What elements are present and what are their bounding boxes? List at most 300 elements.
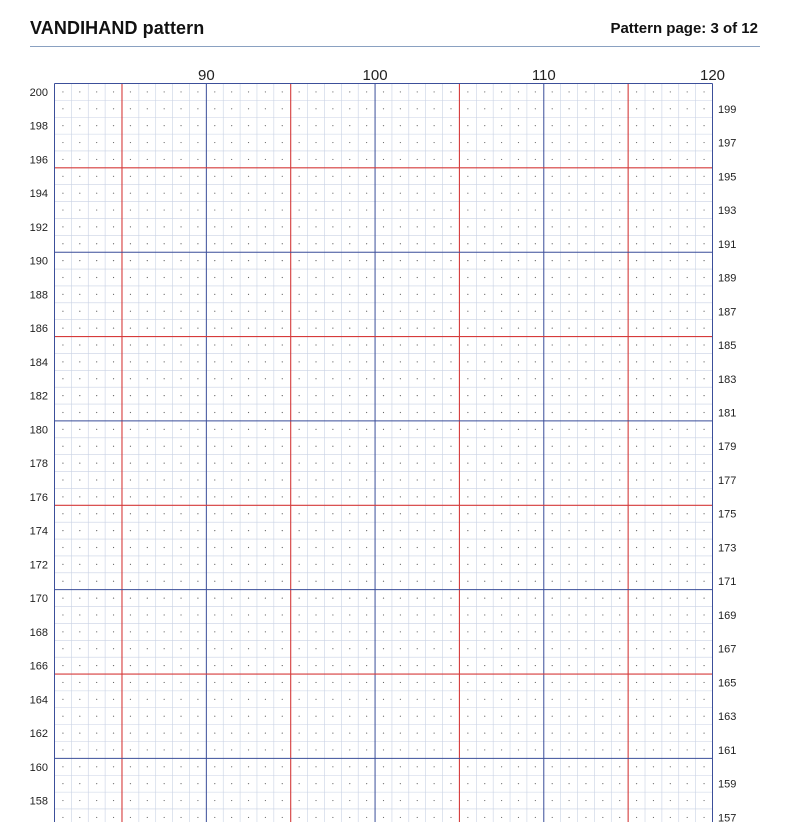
empty-cell-dot [383,159,384,160]
empty-cell-dot [315,597,316,598]
empty-cell-dot [568,530,569,531]
empty-cell-dot [366,648,367,649]
empty-cell-dot [231,446,232,447]
empty-cell-dot [299,530,300,531]
empty-cell-dot [96,513,97,514]
empty-cell-dot [62,361,63,362]
empty-cell-dot [332,176,333,177]
empty-cell-dot [130,294,131,295]
empty-cell-dot [164,328,165,329]
empty-cell-dot [501,614,502,615]
empty-cell-dot [602,547,603,548]
empty-cell-dot [147,176,148,177]
empty-cell-dot [450,614,451,615]
empty-cell-dot [434,716,435,717]
empty-cell-dot [602,665,603,666]
empty-cell-dot [349,429,350,430]
empty-cell-dot [653,159,654,160]
empty-cell-dot [113,800,114,801]
empty-cell-dot [113,699,114,700]
empty-cell-dot [180,91,181,92]
empty-cell-dot [164,378,165,379]
empty-cell-dot [214,91,215,92]
empty-cell-dot [552,479,553,480]
empty-cell-dot [501,243,502,244]
empty-cell-dot [113,446,114,447]
empty-cell-dot [299,631,300,632]
empty-cell-dot [484,817,485,818]
empty-cell-dot [417,547,418,548]
empty-cell-dot [585,783,586,784]
empty-cell-dot [417,463,418,464]
empty-cell-dot [197,91,198,92]
empty-cell-dot [332,547,333,548]
empty-cell-dot [197,766,198,767]
empty-cell-dot [552,513,553,514]
empty-cell-dot [687,344,688,345]
empty-cell-dot [484,378,485,379]
empty-cell-dot [417,159,418,160]
row-label-right: 187 [718,306,737,319]
empty-cell-dot [602,294,603,295]
empty-cell-dot [400,463,401,464]
empty-cell-dot [349,142,350,143]
empty-cell-dot [248,311,249,312]
empty-cell-dot [147,463,148,464]
empty-cell-dot [147,513,148,514]
empty-cell-dot [214,479,215,480]
empty-cell-dot [552,631,553,632]
empty-cell-dot [282,614,283,615]
empty-cell-dot [602,446,603,447]
empty-cell-dot [585,226,586,227]
empty-cell-dot [349,496,350,497]
empty-cell-dot [501,260,502,261]
empty-cell-dot [214,108,215,109]
empty-cell-dot [552,749,553,750]
empty-cell-dot [265,564,266,565]
empty-cell-dot [265,783,266,784]
empty-cell-dot [518,395,519,396]
empty-cell-dot [332,463,333,464]
empty-cell-dot [130,125,131,126]
empty-cell-dot [79,597,80,598]
empty-cell-dot [653,648,654,649]
empty-cell-dot [315,648,316,649]
empty-cell-dot [687,749,688,750]
empty-cell-dot [62,463,63,464]
empty-cell-dot [687,176,688,177]
empty-cell-dot [147,614,148,615]
empty-cell-dot [450,344,451,345]
empty-cell-dot [434,817,435,818]
row-label-left: 162 [29,728,48,741]
empty-cell-dot [417,395,418,396]
empty-cell-dot [282,277,283,278]
empty-cell-dot [703,412,704,413]
empty-cell-dot [62,125,63,126]
empty-cell-dot [653,294,654,295]
empty-cell-dot [180,716,181,717]
empty-cell-dot [687,783,688,784]
empty-cell-dot [501,530,502,531]
empty-cell-dot [231,395,232,396]
empty-cell-dot [400,260,401,261]
empty-cell-dot [518,193,519,194]
empty-cell-dot [62,614,63,615]
empty-cell-dot [535,294,536,295]
empty-cell-dot [703,648,704,649]
empty-cell-dot [484,665,485,666]
empty-cell-dot [619,412,620,413]
empty-cell-dot [703,209,704,210]
empty-cell-dot [653,783,654,784]
empty-cell-dot [315,800,316,801]
empty-cell-dot [147,530,148,531]
empty-cell-dot [653,530,654,531]
empty-cell-dot [501,446,502,447]
empty-cell-dot [147,142,148,143]
empty-cell-dot [62,395,63,396]
empty-cell-dot [585,193,586,194]
empty-cell-dot [619,547,620,548]
empty-cell-dot [568,800,569,801]
empty-cell-dot [400,783,401,784]
empty-cell-dot [552,243,553,244]
empty-cell-dot [214,361,215,362]
empty-cell-dot [197,344,198,345]
empty-cell-dot [467,142,468,143]
empty-cell-dot [79,732,80,733]
empty-cell-dot [282,209,283,210]
empty-cell-dot [619,311,620,312]
empty-cell-dot [687,125,688,126]
empty-cell-dot [636,311,637,312]
empty-cell-dot [518,749,519,750]
empty-cell-dot [332,277,333,278]
empty-cell-dot [231,766,232,767]
empty-cell-dot [619,614,620,615]
empty-cell-dot [214,193,215,194]
empty-cell-dot [383,361,384,362]
empty-cell-dot [602,429,603,430]
empty-cell-dot [265,800,266,801]
empty-cell-dot [180,699,181,700]
empty-cell-dot [299,581,300,582]
empty-cell-dot [450,91,451,92]
empty-cell-dot [332,513,333,514]
empty-cell-dot [585,446,586,447]
empty-cell-dot [703,766,704,767]
empty-cell-dot [383,91,384,92]
empty-cell-dot [130,108,131,109]
empty-cell-dot [518,429,519,430]
empty-cell-dot [248,193,249,194]
empty-cell-dot [450,547,451,548]
empty-cell-dot [62,159,63,160]
empty-cell-dot [62,277,63,278]
empty-cell-dot [113,614,114,615]
empty-cell-dot [518,732,519,733]
empty-cell-dot [332,311,333,312]
empty-cell-dot [180,530,181,531]
empty-cell-dot [670,91,671,92]
empty-cell-dot [417,581,418,582]
empty-cell-dot [265,226,266,227]
empty-cell-dot [282,479,283,480]
empty-cell-dot [636,91,637,92]
empty-cell-dot [231,716,232,717]
empty-cell-dot [450,732,451,733]
empty-cell-dot [332,361,333,362]
empty-cell-dot [687,631,688,632]
empty-cell-dot [535,547,536,548]
empty-cell-dot [349,648,350,649]
empty-cell-dot [164,361,165,362]
empty-cell-dot [602,614,603,615]
empty-cell-dot [552,125,553,126]
empty-cell-dot [636,193,637,194]
empty-cell-dot [96,564,97,565]
empty-cell-dot [197,597,198,598]
empty-cell-dot [349,395,350,396]
empty-cell-dot [484,226,485,227]
empty-cell-dot [366,446,367,447]
empty-cell-dot [670,193,671,194]
empty-cell-dot [636,412,637,413]
row-label-left: 164 [29,694,48,707]
empty-cell-dot [467,800,468,801]
row-label-right: 199 [718,103,737,116]
empty-cell-dot [568,631,569,632]
empty-cell-dot [180,581,181,582]
empty-cell-dot [636,361,637,362]
empty-cell-dot [299,800,300,801]
empty-cell-dot [636,429,637,430]
empty-cell-dot [214,159,215,160]
empty-cell-dot [703,378,704,379]
empty-cell-dot [484,530,485,531]
row-label-right: 163 [718,711,737,724]
empty-cell-dot [332,682,333,683]
empty-cell-dot [96,277,97,278]
empty-cell-dot [231,260,232,261]
empty-cell-dot [282,91,283,92]
empty-cell-dot [265,817,266,818]
empty-cell-dot [366,294,367,295]
empty-cell-dot [366,277,367,278]
empty-cell-dot [703,665,704,666]
empty-cell-dot [180,361,181,362]
empty-cell-dot [450,716,451,717]
empty-cell-dot [535,530,536,531]
empty-cell-dot [552,783,553,784]
empty-cell-dot [332,597,333,598]
empty-cell-dot [113,783,114,784]
empty-cell-dot [180,749,181,750]
empty-cell-dot [147,429,148,430]
empty-cell-dot [197,463,198,464]
empty-cell-dot [62,665,63,666]
empty-cell-dot [585,108,586,109]
empty-cell-dot [366,395,367,396]
empty-cell-dot [501,513,502,514]
empty-cell-dot [602,699,603,700]
empty-cell-dot [315,766,316,767]
empty-cell-dot [164,294,165,295]
empty-cell-dot [299,496,300,497]
empty-cell-dot [282,564,283,565]
empty-cell-dot [687,513,688,514]
empty-cell-dot [180,395,181,396]
empty-cell-dot [467,446,468,447]
empty-cell-dot [467,665,468,666]
empty-cell-dot [164,581,165,582]
empty-cell-dot [417,209,418,210]
empty-cell-dot [113,648,114,649]
empty-cell-dot [636,766,637,767]
empty-cell-dot [434,361,435,362]
empty-cell-dot [434,260,435,261]
empty-cell-dot [332,749,333,750]
empty-cell-dot [417,361,418,362]
empty-cell-dot [197,800,198,801]
empty-cell-dot [585,496,586,497]
empty-cell-dot [568,294,569,295]
empty-cell-dot [585,463,586,464]
empty-cell-dot [282,513,283,514]
empty-cell-dot [147,159,148,160]
empty-cell-dot [147,800,148,801]
empty-cell-dot [552,412,553,413]
empty-cell-dot [214,260,215,261]
empty-cell-dot [96,344,97,345]
empty-cell-dot [585,699,586,700]
empty-cell-dot [299,817,300,818]
row-label-right: 165 [718,677,737,690]
empty-cell-dot [467,277,468,278]
empty-cell-dot [299,226,300,227]
empty-cell-dot [434,631,435,632]
empty-cell-dot [535,209,536,210]
empty-cell-dot [552,766,553,767]
empty-cell-dot [265,614,266,615]
empty-cell-dot [703,176,704,177]
empty-cell-dot [450,564,451,565]
empty-cell-dot [518,294,519,295]
empty-cell-dot [552,817,553,818]
empty-cell-dot [164,226,165,227]
empty-cell-dot [349,732,350,733]
empty-cell-dot [197,108,198,109]
empty-cell-dot [703,395,704,396]
empty-cell-dot [501,378,502,379]
empty-cell-dot [653,682,654,683]
empty-cell-dot [552,496,553,497]
empty-cell-dot [248,682,249,683]
empty-cell-dot [197,176,198,177]
empty-cell-dot [636,479,637,480]
empty-cell-dot [366,817,367,818]
empty-cell-dot [164,732,165,733]
empty-cell-dot [400,682,401,683]
empty-cell-dot [113,159,114,160]
empty-cell-dot [383,463,384,464]
empty-cell-dot [467,463,468,464]
empty-cell-dot [79,243,80,244]
empty-cell-dot [96,530,97,531]
empty-cell-dot [79,294,80,295]
empty-cell-dot [568,412,569,413]
empty-cell-dot [602,783,603,784]
empty-cell-dot [518,631,519,632]
empty-cell-dot [602,91,603,92]
empty-cell-dot [602,564,603,565]
empty-cell-dot [636,682,637,683]
empty-cell-dot [552,699,553,700]
empty-cell-dot [130,209,131,210]
empty-cell-dot [501,597,502,598]
empty-cell-dot [315,581,316,582]
empty-cell-dot [450,766,451,767]
empty-cell-dot [332,209,333,210]
empty-cell-dot [670,614,671,615]
empty-cell-dot [383,378,384,379]
empty-cell-dot [703,243,704,244]
empty-cell-dot [568,125,569,126]
empty-cell-dot [383,311,384,312]
empty-cell-dot [417,142,418,143]
empty-cell-dot [518,277,519,278]
empty-cell-dot [130,530,131,531]
empty-cell-dot [703,193,704,194]
empty-cell-dot [299,395,300,396]
empty-cell-dot [619,159,620,160]
empty-cell-dot [147,328,148,329]
empty-cell-dot [164,311,165,312]
empty-cell-dot [434,446,435,447]
empty-cell-dot [366,378,367,379]
empty-cell-dot [687,716,688,717]
empty-cell-dot [130,547,131,548]
empty-cell-dot [130,665,131,666]
empty-cell-dot [214,614,215,615]
empty-cell-dot [450,800,451,801]
empty-cell-dot [484,193,485,194]
empty-cell-dot [602,260,603,261]
empty-cell-dot [349,564,350,565]
empty-cell-dot [619,665,620,666]
empty-cell-dot [535,328,536,329]
empty-cell-dot [619,479,620,480]
empty-cell-dot [62,294,63,295]
empty-cell-dot [164,817,165,818]
empty-cell-dot [62,446,63,447]
empty-cell-dot [484,463,485,464]
empty-cell-dot [315,699,316,700]
empty-cell-dot [703,817,704,818]
empty-cell-dot [96,142,97,143]
empty-cell-dot [282,597,283,598]
empty-cell-dot [164,260,165,261]
empty-cell-dot [96,547,97,548]
empty-cell-dot [147,395,148,396]
empty-cell-dot [197,817,198,818]
row-label-right: 177 [718,474,737,487]
empty-cell-dot [417,344,418,345]
empty-cell-dot [282,344,283,345]
empty-cell-dot [231,513,232,514]
